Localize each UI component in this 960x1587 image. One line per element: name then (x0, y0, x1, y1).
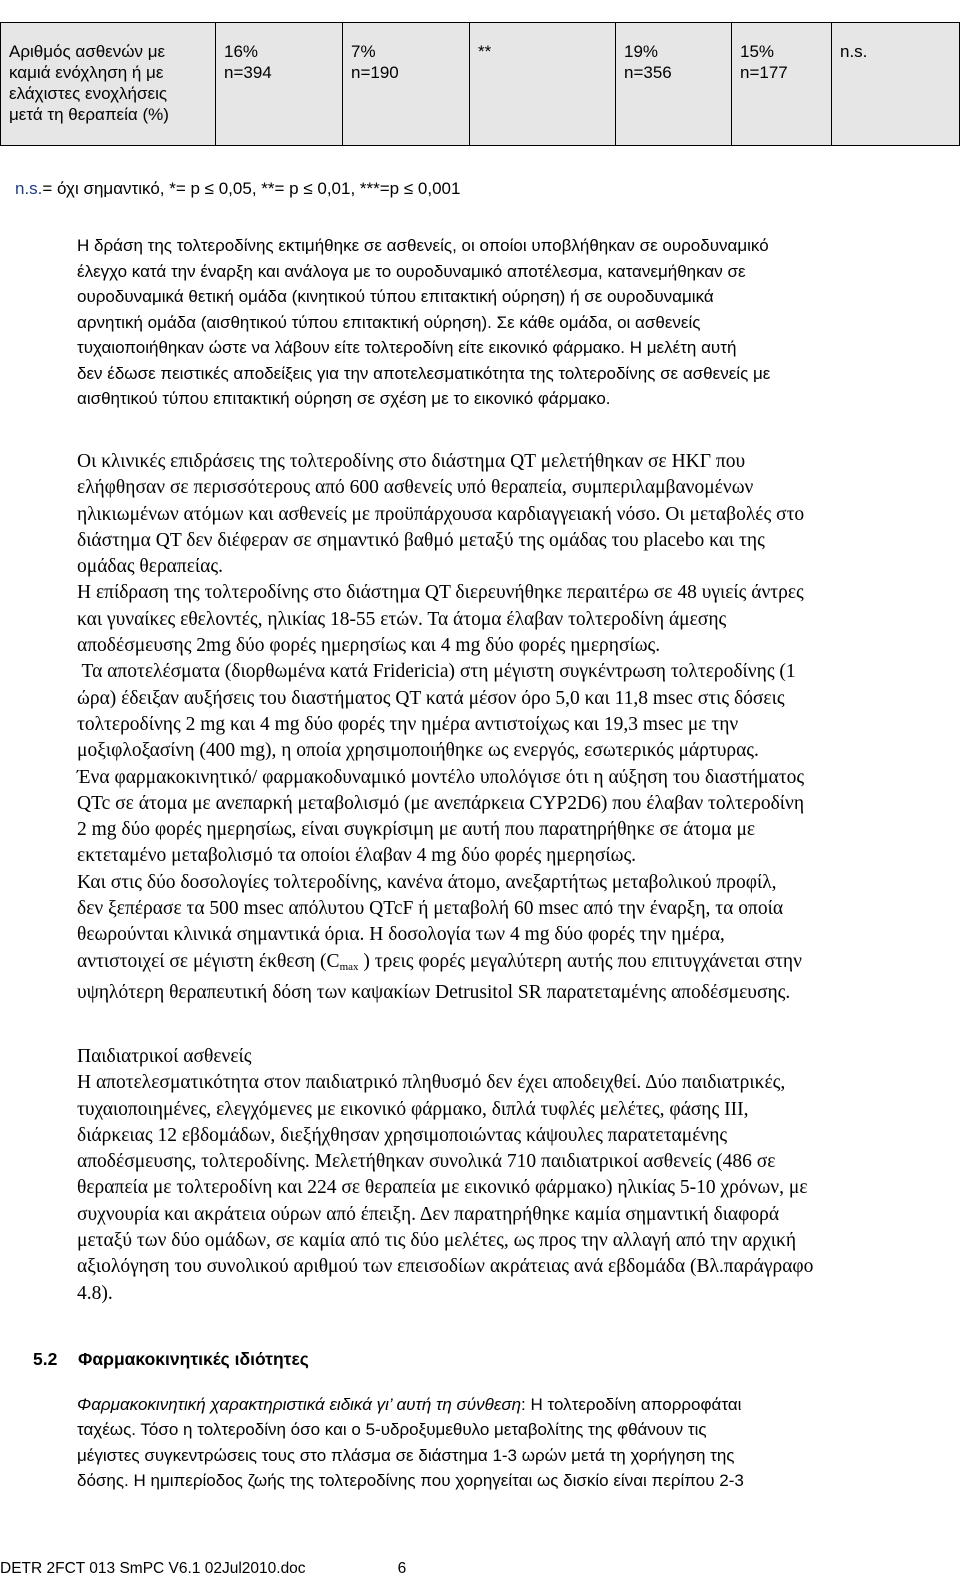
text-line: ομάδας θεραπείας. (77, 556, 223, 578)
text-line: τυχαιοποιημένες, ελεγχόμενες με εικονικό φάρμακο, διπλά τυφλές μελέτες, φάσης ΙΙΙ, (77, 1098, 749, 1120)
document-filename: DETR 2FCT 013 SmPC V6.1 02Jul2010.doc (0, 1560, 306, 1577)
row-label-line: Αριθμός ασθενών με (9, 42, 166, 61)
text-line: τυχαιοποιήθηκαν ώστε να λάβουν είτε τολτεροδίνη είτε εικονικό φάρμακο. Η μελέτη αυτή (77, 338, 737, 357)
text-line: Η δράση της τολτεροδίνης εκτιμήθηκε σε ασθενείς, οι οποίοι υποβλήθηκαν σε ουροδυναμικό (77, 236, 769, 255)
text-line: δεν έδωσε πειστικές αποδείξεις για την αποτελεσματικότητα της τολτεροδίνης σε ασθενείς με (77, 363, 771, 383)
table-cell (342, 23, 469, 145)
cell-value: 15% (740, 42, 775, 61)
text-line: δεν ξεπέρασε τα 500 msec απόλυτου QTcF ή μεταβολή 60 msec από την έναρξη, τα οποία (77, 898, 784, 920)
text-line: αποδέσμευσης 2mg δύο φορές ημερησίως και 4 mg δύο φορές ημερησίως. (77, 635, 661, 657)
text-line: θεραπεία με τολτεροδίνη και 224 σε θεραπεία με εικονικό φάρμακο) ηλικίας 5-10 χρόνων, με (77, 1177, 808, 1199)
text-line: τολτεροδίνης 2 mg και 4 mg δύο φορές την ημέρα αντιστοίχως και 19,3 msec με την (77, 713, 739, 735)
cell-count: n=190 (351, 63, 399, 82)
text-line: μέγιστες συγκεντρώσεις τους στο πλάσμα σε διάστημα 1-3 ωρών μετά τη χορήγηση της (77, 1445, 735, 1465)
paragraph-pharmacokinetics (77, 1392, 947, 1493)
text-line: ταχέως. Τόσο η τολτεροδίνη όσο και ο 5-υδροξυμεθυλο μεταβολίτης της φθάνουν τις (77, 1420, 707, 1440)
table-cell (615, 23, 731, 145)
text-line: διάρκειας 12 εβδομάδων, διεξήχθησαν χρησιμοποιώντας κάψουλες παρατεταμένης (77, 1124, 728, 1146)
table-cell (469, 23, 615, 145)
cell-count: n=177 (740, 63, 788, 82)
section-title: Φαρμακοκινητικές ιδιότητες (78, 1349, 309, 1369)
cmax-subscript: max (339, 960, 359, 973)
text-line: ώρα) έδειξαν αυξήσεις του διαστήματος QT κατά μέσον όρο 5,0 και 11,8 msec στις δόσεις (77, 687, 785, 709)
text-line: θεωρούνται κλινικά σημαντικά όρια. Η δοσολογία των 4 mg δύο φορές την ημέρα, (77, 924, 725, 946)
text-line: αισθητικού τύπου επιτακτική ούρηση σε σχέση με το εικονικό φάρμακο. (77, 389, 611, 408)
table-cell (731, 23, 831, 145)
text-line: Η επίδραση της τολτεροδίνης στο διάστημα QT διερευνήθηκε περαιτέρω σε 48 υγιείς άντρες (77, 582, 804, 604)
text-line: Τα αποτελέσματα (διορθωμένα κατά Fridericia) στη μέγιστη συγκέντρωση τολτεροδίνης (1 (77, 661, 796, 683)
text-line: αποδέσμευσης, τολτεροδίνης. Μελετήθηκαν συνολικά 710 παιδιατρικοί ασθενείς (486 σε (77, 1151, 776, 1173)
text-line: 2 mg δύο φορές ημερησίως, είναι συγκρίσιμη με αυτή που παρατηρήθηκε σε άτομα με (77, 819, 756, 841)
footnote-text: = όχι σημαντικό, *= p ≤ 0,05, **= p ≤ 0,01, ***=p ≤ 0,001 (42, 179, 461, 198)
cmax-after: ) τρεις φορές μεγαλύτερη αυτής που επιτυγχάνεται στην (358, 950, 802, 972)
footnote-abbreviation: n.s. (15, 179, 43, 198)
text-line: αρνητική ομάδα (αισθητικού τύπου επιτακτική ούρηση). Σε κάθε ομάδα, οι ασθενείς (77, 312, 701, 332)
text-line: ουροδυναμικά θετική ομάδα (κινητικού τύπου επιτακτική ούρηση) ή σε ουροδυναμικά (77, 287, 714, 306)
cell-value: ** (478, 42, 492, 61)
paragraph-paediatric (77, 1044, 947, 1307)
text-line (77, 1392, 947, 1417)
italic-lead: Φαρμακοκινητική χαρακτηριστικά ειδικά γι’ αυτή τη σύνθεση (77, 1395, 522, 1414)
significance-footnote (15, 178, 460, 199)
cell-count: n=356 (624, 63, 672, 82)
text-line: QTc σε άτομα με ανεπαρκή μεταβολισμό (με ανεπάρκεια CYP2D6) που έλαβαν τολτεροδίνη (77, 792, 805, 814)
row-label-line: καμιά ενόχληση ή με (9, 63, 164, 82)
section-heading (33, 1349, 309, 1370)
text-line: συχνουρία και ακράτεια ούρων από έπειξη. Δεν παρατηρήθηκε καμία σημαντική διαφορά (77, 1203, 780, 1225)
text-line: Ένα φαρμακοκινητικό/ φαρμακοδυναμικό μοντέλο υπολόγισε ότι η αύξηση του διαστήματος (77, 766, 805, 788)
text-line: Η αποτελεσματικότητα στον παιδιατρικό πληθυσμό δεν έχει αποδειχθεί. Δύο παιδιατρικές, (77, 1072, 786, 1094)
text-line: μεταξύ των δύο ομάδων, σε καμία από τις δύο μελέτες, ως προς την αλλαγή από την αρχική (77, 1230, 797, 1252)
page-number: 6 (397, 1560, 407, 1577)
cell-value: 7% (351, 42, 376, 61)
text-line: διάστημα QT δεν διέφεραν σε σημαντικό βαθμό μεταξύ της ομάδας του placebo και της (77, 529, 765, 551)
text-line: έλεγχο κατά την έναρξη και ανάλογα με το ουροδυναμικό αποτέλεσμα, κατανεμήθηκαν σε (77, 261, 746, 281)
outcome-table-row (0, 22, 960, 146)
cell-count: n=394 (224, 63, 272, 82)
cell-value: n.s. (840, 42, 868, 61)
paragraph-urodynamic (77, 233, 942, 412)
text-line: εκτεταμένο μεταβολισμό τα οποίοι έλαβαν 4 mg δύο φορές ημερησίως. (77, 845, 637, 867)
row-label-cell (1, 23, 215, 145)
text-line: Οι κλινικές επιδράσεις της τολτεροδίνης στο διάστημα QT μελετήθηκαν σε ΗΚΓ που (77, 451, 746, 472)
row-label-line: ελάχιστες ενοχλήσεις (9, 84, 168, 103)
text-line: υψηλότερη θεραπευτική δόση των καψακίων Detrusitol SR παρατεταμένης αποδέσμευσης. (77, 981, 791, 1003)
lead-rest: : Η τολτεροδίνη απορροφάται (521, 1395, 742, 1414)
text-line: και γυναίκες εθελοντές, ηλικίας 18-55 ετών. Τα άτομα έλαβαν τολτεροδίνη άμεσης (77, 608, 727, 630)
row-label-line: μετά τη θεραπεία (%) (9, 105, 169, 124)
table-cell (215, 23, 342, 145)
subheading-paediatric: Παιδιατρικοί ασθενείς (77, 1046, 252, 1067)
page-footer (0, 1560, 406, 1578)
paragraph-qt-interval (77, 449, 947, 1006)
text-line: ελήφθησαν σε περισσότερους από 600 ασθενείς υπό θεραπεία, συμπεριλαμβανομένων (77, 477, 754, 499)
text-line: μοξιφλοξασίνη (400 mg), η οποία χρησιμοποιήθηκε ως ενεργός, εσωτερικός μάρτυρας. (77, 740, 759, 762)
text-line: 4.8). (77, 1282, 113, 1304)
text-line: αξιολόγηση του συνολικού αριθμού των επεισοδίων ακράτειας ανά εβδομάδα (Βλ.παράγραφο (77, 1256, 814, 1278)
text-line: δόσης. Η ημιπερίοδος ζωής της τολτεροδίνης που χορηγείται ως δισκίο είναι περίπου 2-3 (77, 1470, 744, 1490)
text-line: ηλικιωμένων ατόμων και ασθενείς με προϋπάρχουσα καρδιαγγειακή νόσο. Οι μεταβολές στο (77, 503, 805, 525)
text-line-cmax (77, 949, 947, 980)
cell-value: 16% (224, 42, 259, 61)
cell-value: 19% (624, 42, 659, 61)
cmax-before: αντιστοιχεί σε μέγιστη έκθεση (C (77, 950, 340, 972)
table-cell (831, 23, 959, 145)
section-number: 5.2 (33, 1349, 58, 1369)
text-line: Και στις δύο δοσολογίες τολτεροδίνης, κανένα άτομο, ανεξαρτήτως μεταβολικού προφίλ, (77, 871, 777, 893)
